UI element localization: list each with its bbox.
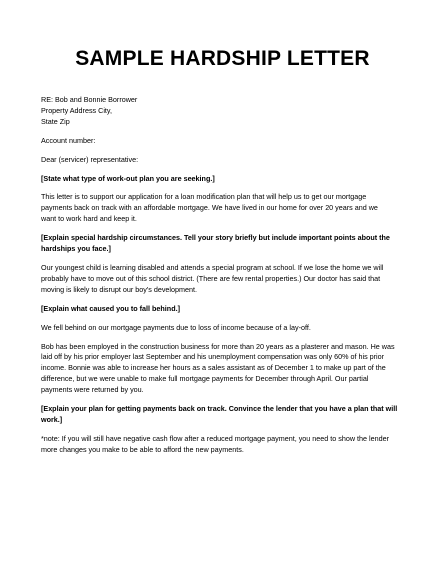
address-block [41,95,414,128]
section-heading: [Explain what caused you to fall behind.] [41,303,180,313]
section-body: This letter is to support our application for a loan modification plan that will help us to get our mortgage payments back on track with an affordable mortgage. We have lived in our home for over 20 years and we want to work hard and keep it. [41,192,378,224]
page-title: SAMPLE HARDSHIP LETTER [75,47,370,70]
section-heading: [Explain special hardship circumstances. Tell your story briefly but include important points about the hardships you face.] [41,233,390,254]
state-line: State Zip [41,116,70,126]
section-body: We fell behind on our mortgage payments due to loss of income because of a lay-off. [41,322,311,332]
account-line: Account number: [41,135,96,145]
section-body: Bob has been employed in the construction business for more than 20 years as a plasterer and mason. He was laid off by his prior employer last September and his unemployment compensation was only 60% of his prior income. Bonnie was able to increase her hours as a sales assistant as of December 1 to make up part of the difference, but we were unable to make full mortgage payments for December through April. Our partial payments were returned by you. [41,341,395,395]
section-heading: [State what type of work-out plan you are seeking.] [41,173,215,183]
section-heading: [Explain your plan for getting payments back on track. Convince the lender that you have a plan that will work.] [41,404,398,424]
section-body: Our youngest child is learning disabled and attends a special program at school. If we lose the home we will probably have to move out of this school district. (There are few rental properties.) Our doctor has said that moving is likely to disrupt our boy's development. [41,262,384,294]
street-line: Property Address City, [41,105,112,115]
salutation: Dear (servicer) representative: [41,154,139,164]
re-line: RE: Bob and Bonnie Borrower [41,95,138,104]
section-body: *note: If you will still have negative cash flow after a reduced mortgage payment, you need to show the lender more changes you make to be able to afford the new payments. [41,433,389,454]
